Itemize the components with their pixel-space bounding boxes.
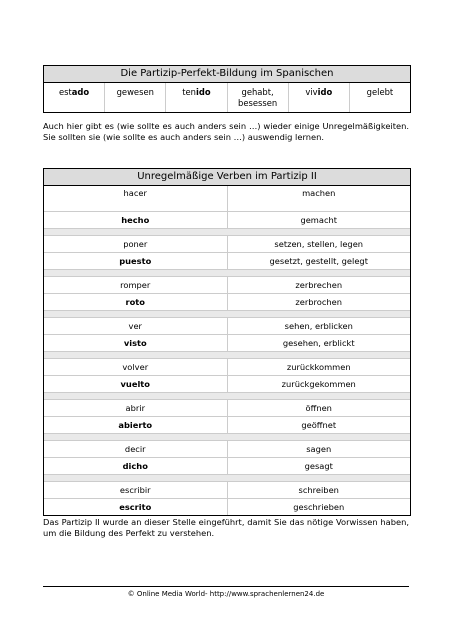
spanish-infinitive: abrir [125,403,145,413]
verb-row [44,277,410,310]
row-separator [44,392,410,400]
spanish-participle: roto [44,293,227,310]
example-cell [105,83,166,112]
spanish-infinitive: romper [120,280,151,290]
spanish-infinitive: poner [123,239,148,249]
german-column [228,186,411,228]
german-participle: zurückgekommen [228,375,411,392]
example-stem: gewesen [116,87,154,97]
german-participle: geöffnet [228,416,411,433]
german-infinitive: öffnen [305,403,332,413]
irregular-table-body [44,186,410,515]
german-participle: geschrieben [228,498,411,515]
row-separator [44,310,410,318]
participle-examples-row [44,83,410,112]
spanish-infinitive: decir [124,444,146,454]
row-separator [44,351,410,359]
example-cell [166,83,227,112]
spanish-participle: abierto [44,416,227,433]
example-stem: ten [182,87,196,97]
example-stem: gelebt [366,87,394,97]
irregular-verbs-table [43,168,411,516]
spanish-participle: dicho [44,457,227,474]
spanish-infinitive: escribir [119,485,151,495]
spanish-participle: visto [44,334,227,351]
german-infinitive: zurückkommen [286,362,351,372]
verb-row [44,318,410,351]
example-cell [289,83,350,112]
german-infinitive: machen [302,188,336,198]
verb-row [44,359,410,392]
example-cell [228,83,289,112]
spanish-column [44,482,228,515]
spanish-infinitive: volver [122,362,149,372]
german-column [228,359,411,392]
example-stem: viv [305,87,318,97]
verb-row [44,186,410,228]
spanish-column [44,277,228,310]
spanish-participle: hecho [44,211,227,228]
participle-formation-box [43,65,411,113]
german-participle: zerbrochen [228,293,411,310]
german-infinitive: setzen, stellen, legen [274,239,364,249]
example-ending: ido [195,87,211,97]
verb-row [44,400,410,433]
closing-paragraph: Das Partizip II wurde an dieser Stelle eingeführt, damit Sie das nötige Vorwissen haben, um die Bildung des Perfekt zu verstehen. [43,517,409,538]
example-stem: gehabt, besessen [238,87,278,108]
german-column [228,441,411,474]
german-column [228,277,411,310]
verb-row [44,441,410,474]
german-column [228,236,411,269]
row-separator [44,433,410,441]
example-ending: ado [71,87,90,97]
german-infinitive: sehen, erblicken [284,321,353,331]
german-participle: gemacht [228,211,411,228]
spanish-column [44,359,228,392]
intro-paragraph: Auch hier gibt es (wie sollte es auch anders sein …) wieder einige Unregelmäßigkeiten. Sie sollten sie (wie sollte es auch anders sein …) auswendig lernen. [43,121,409,142]
spanish-column [44,318,228,351]
spanish-participle: escrito [44,498,227,515]
row-separator [44,228,410,236]
irregular-table-title: Unregelmäßige Verben im Partizip II [44,169,410,186]
verb-row [44,482,410,515]
verb-row [44,236,410,269]
german-column [228,400,411,433]
spanish-infinitive: ver [128,321,142,331]
spanish-column [44,186,228,228]
german-infinitive: sagen [306,444,332,454]
participle-box-title: Die Partizip-Perfekt-Bildung im Spanischen [44,66,410,83]
example-ending: ido [317,87,333,97]
example-cell [44,83,105,112]
german-column [228,318,411,351]
german-participle: gesetzt, gestellt, gelegt [228,252,411,269]
row-separator [44,474,410,482]
german-participle: gesehen, erblickt [228,334,411,351]
page-footer: © Online Media World- http://www.sprachenlernen24.de [127,590,325,598]
spanish-participle: vuelto [44,375,227,392]
german-participle: gesagt [228,457,411,474]
spanish-column [44,441,228,474]
spanish-column [44,400,228,433]
footer-divider [43,586,409,587]
example-stem: est [58,87,72,97]
row-separator [44,269,410,277]
german-infinitive: zerbrechen [295,280,343,290]
german-infinitive: schreiben [298,485,339,495]
german-column [228,482,411,515]
example-cell [350,83,410,112]
spanish-column [44,236,228,269]
spanish-infinitive: hacer [123,188,147,198]
spanish-participle: puesto [44,252,227,269]
